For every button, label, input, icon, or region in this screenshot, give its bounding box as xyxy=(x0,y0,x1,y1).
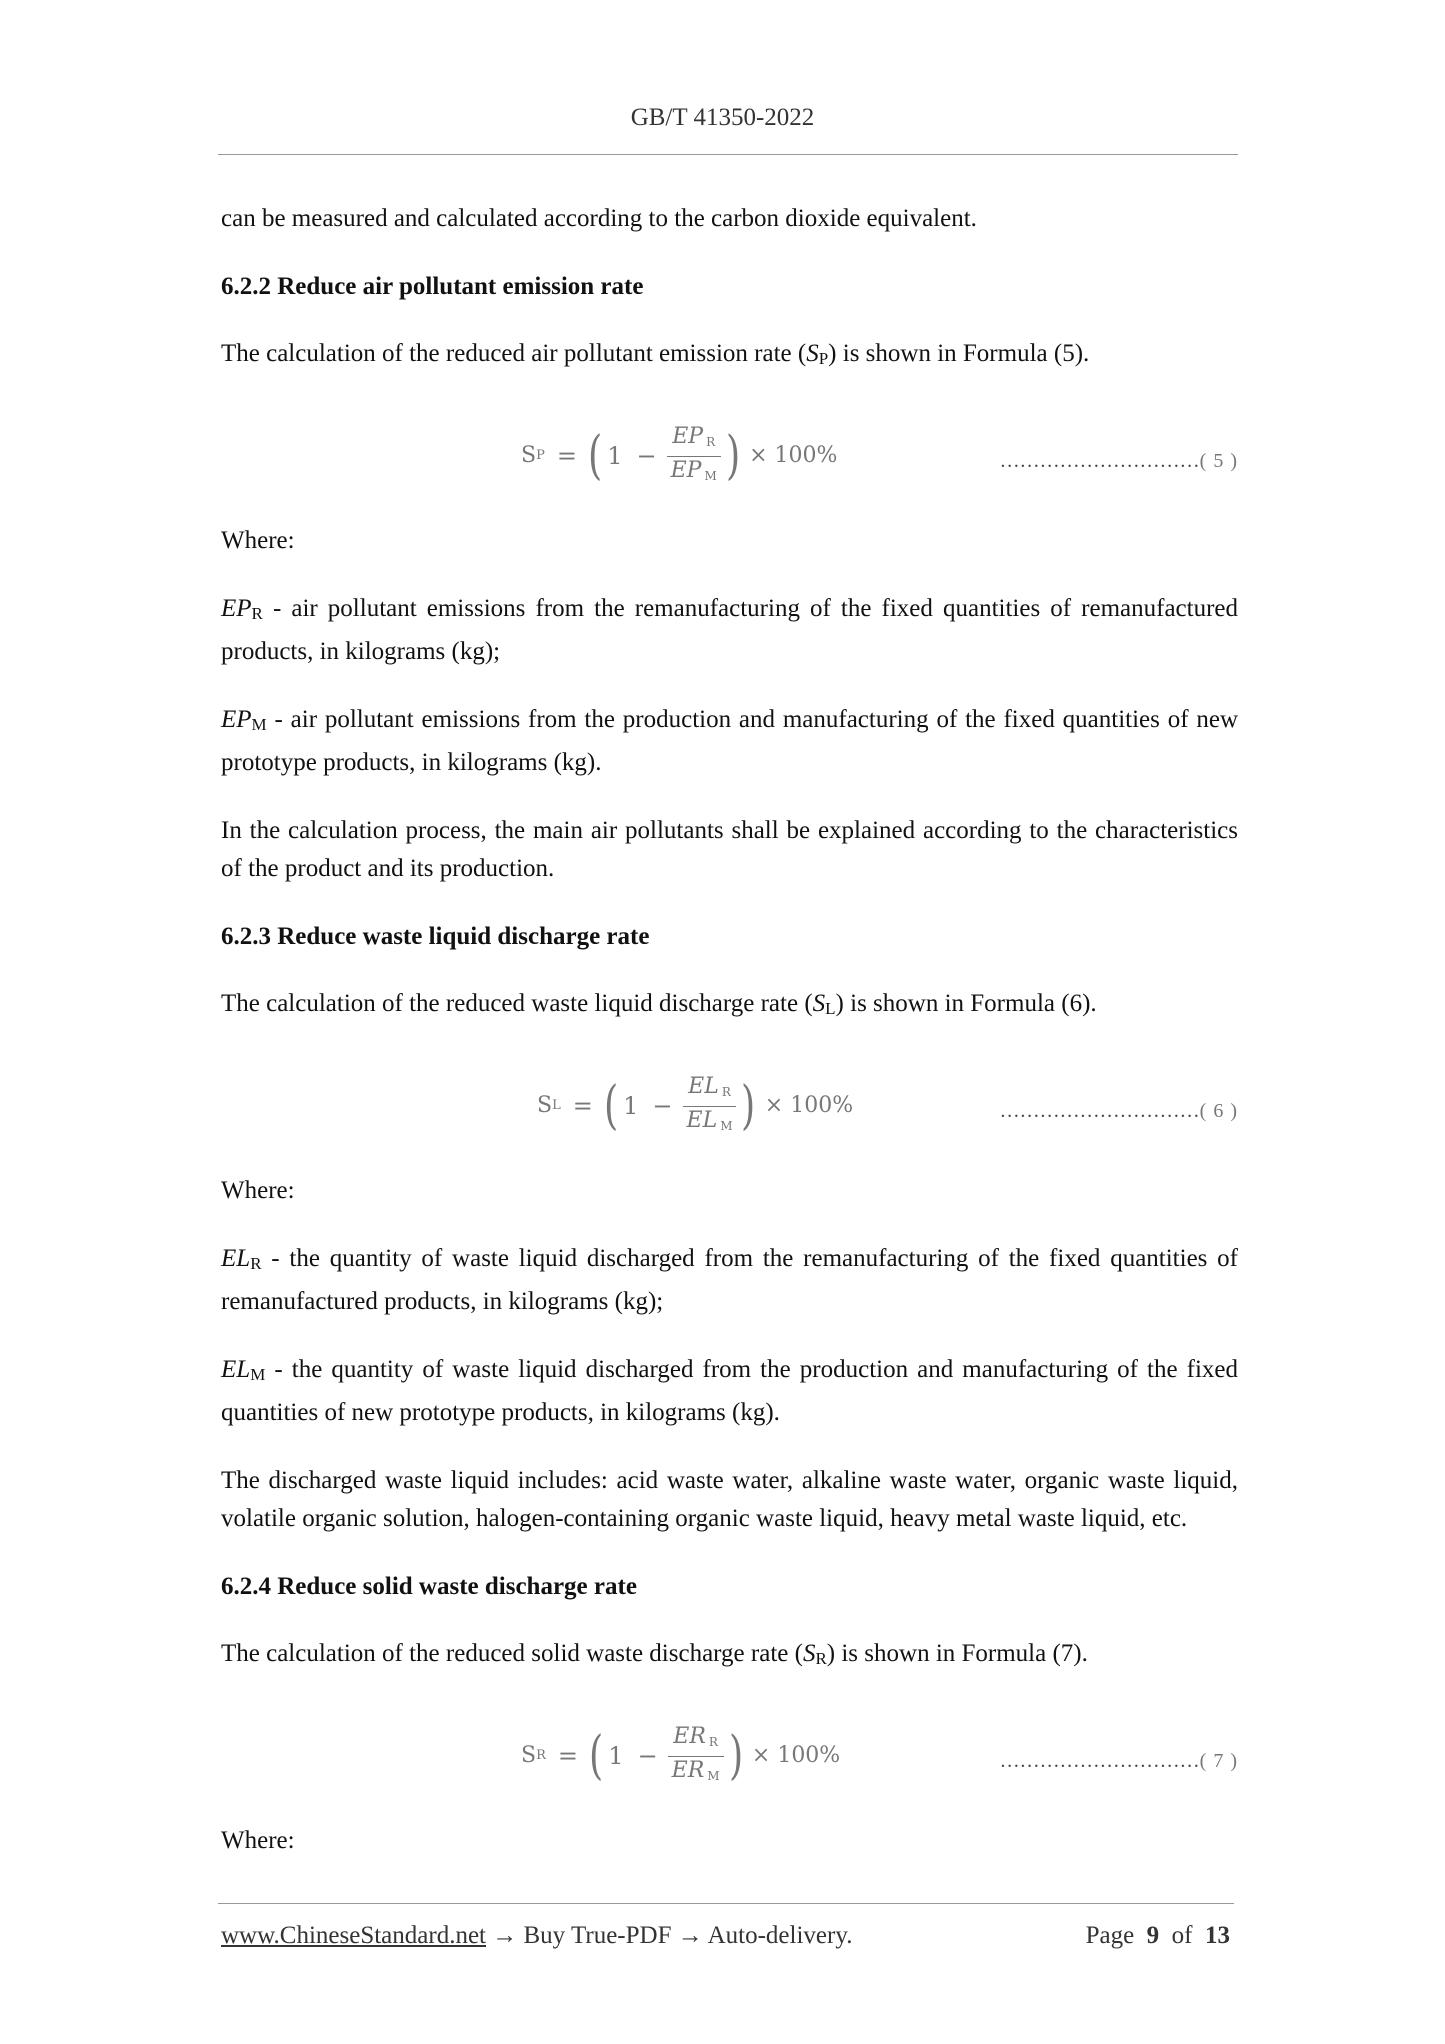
numerator xyxy=(669,1723,722,1756)
standard-number-header: GB/T 41350-2022 xyxy=(630,104,815,131)
paragraph-624-intro xyxy=(221,1635,1238,1678)
subscript: L xyxy=(825,999,836,1018)
times-percent: × 100% xyxy=(749,443,838,468)
text-run: The calculation of the reduced solid waste discharge rate ( xyxy=(221,1640,803,1667)
symbol: EP xyxy=(221,595,252,622)
formula-subscript: P xyxy=(536,448,545,463)
leader-dots: ………………………… xyxy=(999,1750,1200,1772)
formula-number xyxy=(1000,442,1238,480)
page-content xyxy=(221,200,1238,1890)
subscript: R xyxy=(251,604,263,623)
page-total: 13 xyxy=(1205,1922,1230,1949)
formula-symbol: S xyxy=(537,1093,553,1118)
minus-sign: − xyxy=(637,1742,658,1770)
page-footer xyxy=(221,1922,1234,1950)
definition-ELR xyxy=(221,1240,1238,1321)
denominator-symbol: EL xyxy=(686,1107,718,1133)
paragraph-623-note: The discharged waste liquid includes: acid waste water, alkaline waste water, organic waste liquid, volatile organic solution, halogen-containing organic waste liquid, heavy metal waste liquid, etc. xyxy=(221,1467,1238,1532)
leader-dots: ………………………… xyxy=(999,450,1200,472)
subscript: M xyxy=(250,1365,266,1384)
times-percent: × 100% xyxy=(751,1743,841,1768)
page-of: of xyxy=(1171,1922,1193,1949)
definition-text: - air pollutant emissions from the remanufacturing of the fixed quantities of remanufactured products, in kilograms (kg); xyxy=(221,595,1238,665)
page-indicator xyxy=(1086,1922,1230,1950)
where-label: Where: xyxy=(221,527,295,554)
minus-sign: − xyxy=(652,1092,673,1120)
fraction xyxy=(683,1073,737,1140)
delivery-text: Auto-delivery. xyxy=(707,1922,853,1949)
arrow-icon: → xyxy=(671,1922,708,1949)
website-link[interactable]: www.ChineseStandard.net xyxy=(221,1922,486,1949)
paragraph-622-note: In the calculation process, the main air pollutants shall be explained according to the characteristics of the product and its production. xyxy=(221,817,1238,882)
section-heading-6-2-2: 6.2.2 Reduce air pollutant emission rate xyxy=(221,273,644,300)
formula-one: 1 xyxy=(607,442,623,470)
formula-subscript: R xyxy=(536,1748,546,1763)
numerator-subscript: R xyxy=(721,1084,731,1099)
left-paren: ( xyxy=(603,1076,619,1136)
symbol: EP xyxy=(221,706,252,733)
symbol: S xyxy=(802,1640,816,1667)
where-label: Where: xyxy=(221,1827,295,1854)
fraction xyxy=(668,1723,724,1790)
formula-label: ( 6 ) xyxy=(1199,1100,1238,1122)
denominator xyxy=(667,457,721,490)
equals-sign: = xyxy=(556,442,577,470)
definition-text: - the quantity of waste liquid discharged from the production and manufacturing of the fixed quantities of new prototype products, in kilograms (kg). xyxy=(221,1356,1238,1426)
formula-subscript: L xyxy=(552,1098,561,1113)
left-paren: ( xyxy=(589,1726,604,1786)
buy-text: Buy True-PDF xyxy=(523,1922,672,1949)
numerator xyxy=(668,423,719,456)
formula-one: 1 xyxy=(608,1742,624,1770)
where-label: Where: xyxy=(221,1177,295,1204)
right-paren: ) xyxy=(728,1726,743,1786)
formula-5 xyxy=(221,408,1238,504)
equals-sign: = xyxy=(572,1092,593,1120)
left-paren: ( xyxy=(587,426,603,486)
formula-6-expression xyxy=(537,1058,853,1154)
right-paren: ) xyxy=(725,426,741,486)
leader-dots: ………………………… xyxy=(999,1100,1200,1122)
denominator-symbol: ER xyxy=(671,1757,705,1783)
section-heading-6-2-3: 6.2.3 Reduce waste liquid discharge rate xyxy=(221,923,650,950)
denominator-subscript: M xyxy=(704,468,717,483)
numerator-subscript: R xyxy=(708,1734,718,1749)
formula-symbol: S xyxy=(521,1743,537,1768)
symbol: S xyxy=(812,990,826,1017)
subscript: M xyxy=(251,715,267,734)
definition-text: - the quantity of waste liquid discharged from the remanufacturing of the fixed quantities of remanufactured products, in kilograms (kg); xyxy=(221,1245,1238,1315)
denominator xyxy=(683,1107,737,1140)
numerator-symbol: ER xyxy=(673,1723,706,1749)
paragraph-622-intro xyxy=(221,335,1238,378)
definition-EPR xyxy=(221,590,1238,671)
header-divider xyxy=(218,154,1238,155)
denominator-symbol: EP xyxy=(670,457,702,483)
formula-7-expression xyxy=(521,1708,840,1804)
equals-sign: = xyxy=(557,1742,578,1770)
symbol: EL xyxy=(221,1245,251,1272)
arrow-icon: → xyxy=(486,1922,524,1949)
footer-divider xyxy=(218,1903,1234,1904)
formula-6 xyxy=(221,1058,1238,1154)
page-number: 9 xyxy=(1146,1922,1160,1949)
formula-symbol: S xyxy=(521,443,537,468)
denominator-subscript: M xyxy=(707,1768,720,1783)
subscript: R xyxy=(815,1649,827,1668)
text-run: ) is shown in Formula (6). xyxy=(835,990,1097,1017)
intro-paragraph: can be measured and calculated according to the carbon dioxide equivalent. xyxy=(221,205,977,232)
definition-text: - air pollutant emissions from the production and manufacturing of the fixed quantities of new prototype products, in kilograms (kg). xyxy=(221,706,1238,776)
formula-5-expression xyxy=(521,408,837,504)
times-percent: × 100% xyxy=(764,1093,854,1118)
minus-sign: − xyxy=(636,442,657,470)
numerator xyxy=(684,1073,735,1106)
denominator xyxy=(668,1757,724,1790)
definition-ELM xyxy=(221,1351,1238,1432)
formula-label: ( 5 ) xyxy=(1199,450,1238,472)
formula-7 xyxy=(221,1708,1238,1804)
formula-label: ( 7 ) xyxy=(1199,1750,1238,1772)
numerator-symbol: EL xyxy=(688,1073,719,1099)
denominator-subscript: M xyxy=(720,1118,733,1133)
numerator-subscript: R xyxy=(706,434,716,449)
formula-number xyxy=(1000,1092,1238,1130)
numerator-symbol: EP xyxy=(672,423,704,449)
definition-EPM xyxy=(221,701,1238,782)
symbol: EL xyxy=(221,1356,251,1383)
fraction xyxy=(667,423,721,490)
section-heading-6-2-4: 6.2.4 Reduce solid waste discharge rate xyxy=(221,1573,637,1600)
right-paren: ) xyxy=(741,1076,756,1136)
symbol: S xyxy=(806,340,819,367)
formula-one: 1 xyxy=(623,1092,639,1120)
paragraph-623-intro xyxy=(221,985,1238,1028)
text-run: ) is shown in Formula (7). xyxy=(826,1640,1088,1667)
text-run: The calculation of the reduced waste liquid discharge rate ( xyxy=(221,990,813,1017)
text-run: ) is shown in Formula (5). xyxy=(828,340,1090,367)
page-label: Page xyxy=(1085,1922,1135,1949)
subscript: R xyxy=(250,1254,262,1273)
formula-number xyxy=(1000,1742,1238,1780)
text-run: The calculation of the reduced air pollutant emission rate ( xyxy=(221,340,807,367)
subscript: P xyxy=(818,349,829,368)
